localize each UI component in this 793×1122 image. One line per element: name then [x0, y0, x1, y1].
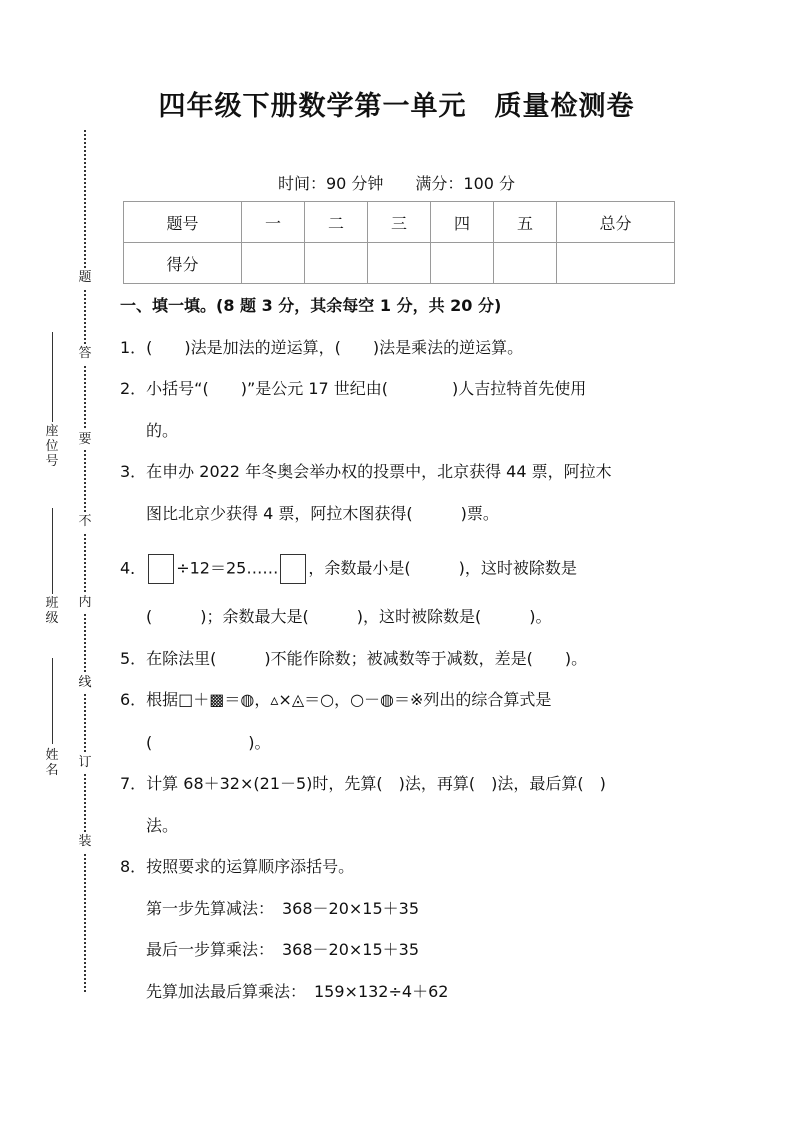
- seat-underline: [52, 332, 53, 422]
- cut-label: 内: [77, 593, 93, 613]
- question-2-cont: 的。: [146, 421, 179, 440]
- header-cell: 题号: [124, 202, 242, 243]
- row-label: 得分: [124, 243, 242, 284]
- cut-label: 要: [77, 430, 93, 450]
- q4-mid: ÷12＝25……: [176, 558, 279, 578]
- header-cell: 二: [305, 202, 368, 243]
- score-table-score-row: [124, 243, 675, 284]
- score-table-header-row: [124, 202, 675, 243]
- score-cell: [368, 243, 431, 284]
- class-underline: [52, 508, 53, 594]
- question-2: 2．小括号“( )”是公元 17 世纪由( )人吉拉特首先使用: [120, 379, 587, 398]
- binding-dotted-line: [84, 130, 86, 992]
- cut-label: 答: [77, 344, 93, 364]
- name-label: 姓名: [45, 748, 59, 778]
- question-8-item-3: 先算加法最后算乘法： 159×132÷4＋62: [146, 982, 449, 1001]
- score-table: [123, 201, 675, 284]
- score-cell: [494, 243, 557, 284]
- cut-label: 线: [77, 673, 93, 693]
- header-cell: 三: [368, 202, 431, 243]
- question-7-cont: 法。: [146, 816, 179, 835]
- score-cell: [242, 243, 305, 284]
- cut-label: 装: [77, 832, 93, 852]
- section-heading: 一、填一填。(8 题 3 分，其余每空 1 分，共 20 分): [120, 296, 502, 315]
- page-title: 四年级下册数学第一单元 质量检测卷: [158, 91, 635, 122]
- dividend-box: [148, 554, 174, 584]
- score-cell: [431, 243, 494, 284]
- q4-prefix: 4．: [120, 558, 147, 578]
- question-4-cont: ( )；余数最大是( )，这时被除数是( )。: [146, 607, 552, 626]
- name-underline: [52, 658, 53, 744]
- question-8-item-1: 第一步先算减法： 368－20×15＋35: [146, 899, 420, 918]
- score-cell: [557, 243, 675, 284]
- question-8: 8．按照要求的运算顺序添括号。: [120, 857, 355, 876]
- class-label: 班级: [45, 596, 59, 626]
- question-7: 7．计算 68＋32×(21－5)时，先算( )法，再算( )法，最后算( ): [120, 774, 606, 793]
- question-6: 6．根据□＋▩＝◍，▵×◬＝○，○－◍＝※列出的综合算式是: [120, 690, 552, 709]
- exam-info: 时间：90 分钟 满分：100 分: [277, 174, 516, 193]
- cut-label: 题: [77, 268, 93, 288]
- question-5: 5．在除法里( )不能作除数；被减数等于减数，差是( )。: [120, 649, 588, 668]
- seat-number-label: 座位号: [45, 424, 59, 469]
- question-8-item-2: 最后一步算乘法： 368－20×15＋35: [146, 940, 420, 959]
- q4-suffix: ，余数最小是( )，这时被除数是: [308, 558, 577, 578]
- header-cell: 总分: [557, 202, 675, 243]
- header-cell: 四: [431, 202, 494, 243]
- score-cell: [305, 243, 368, 284]
- question-4: [120, 554, 577, 584]
- cut-label: 订: [77, 753, 93, 773]
- cut-label: 不: [77, 512, 93, 532]
- question-3: 3．在申办 2022 年冬奥会举办权的投票中，北京获得 44 票，阿拉木: [120, 462, 612, 481]
- header-cell: 五: [494, 202, 557, 243]
- header-cell: 一: [242, 202, 305, 243]
- question-6-cont: ( )。: [146, 733, 271, 752]
- remainder-box: [280, 554, 306, 584]
- question-3-cont: 图比北京少获得 4 票，阿拉木图获得( )票。: [146, 504, 499, 523]
- question-1: 1．( )法是加法的逆运算，( )法是乘法的逆运算。: [120, 338, 524, 357]
